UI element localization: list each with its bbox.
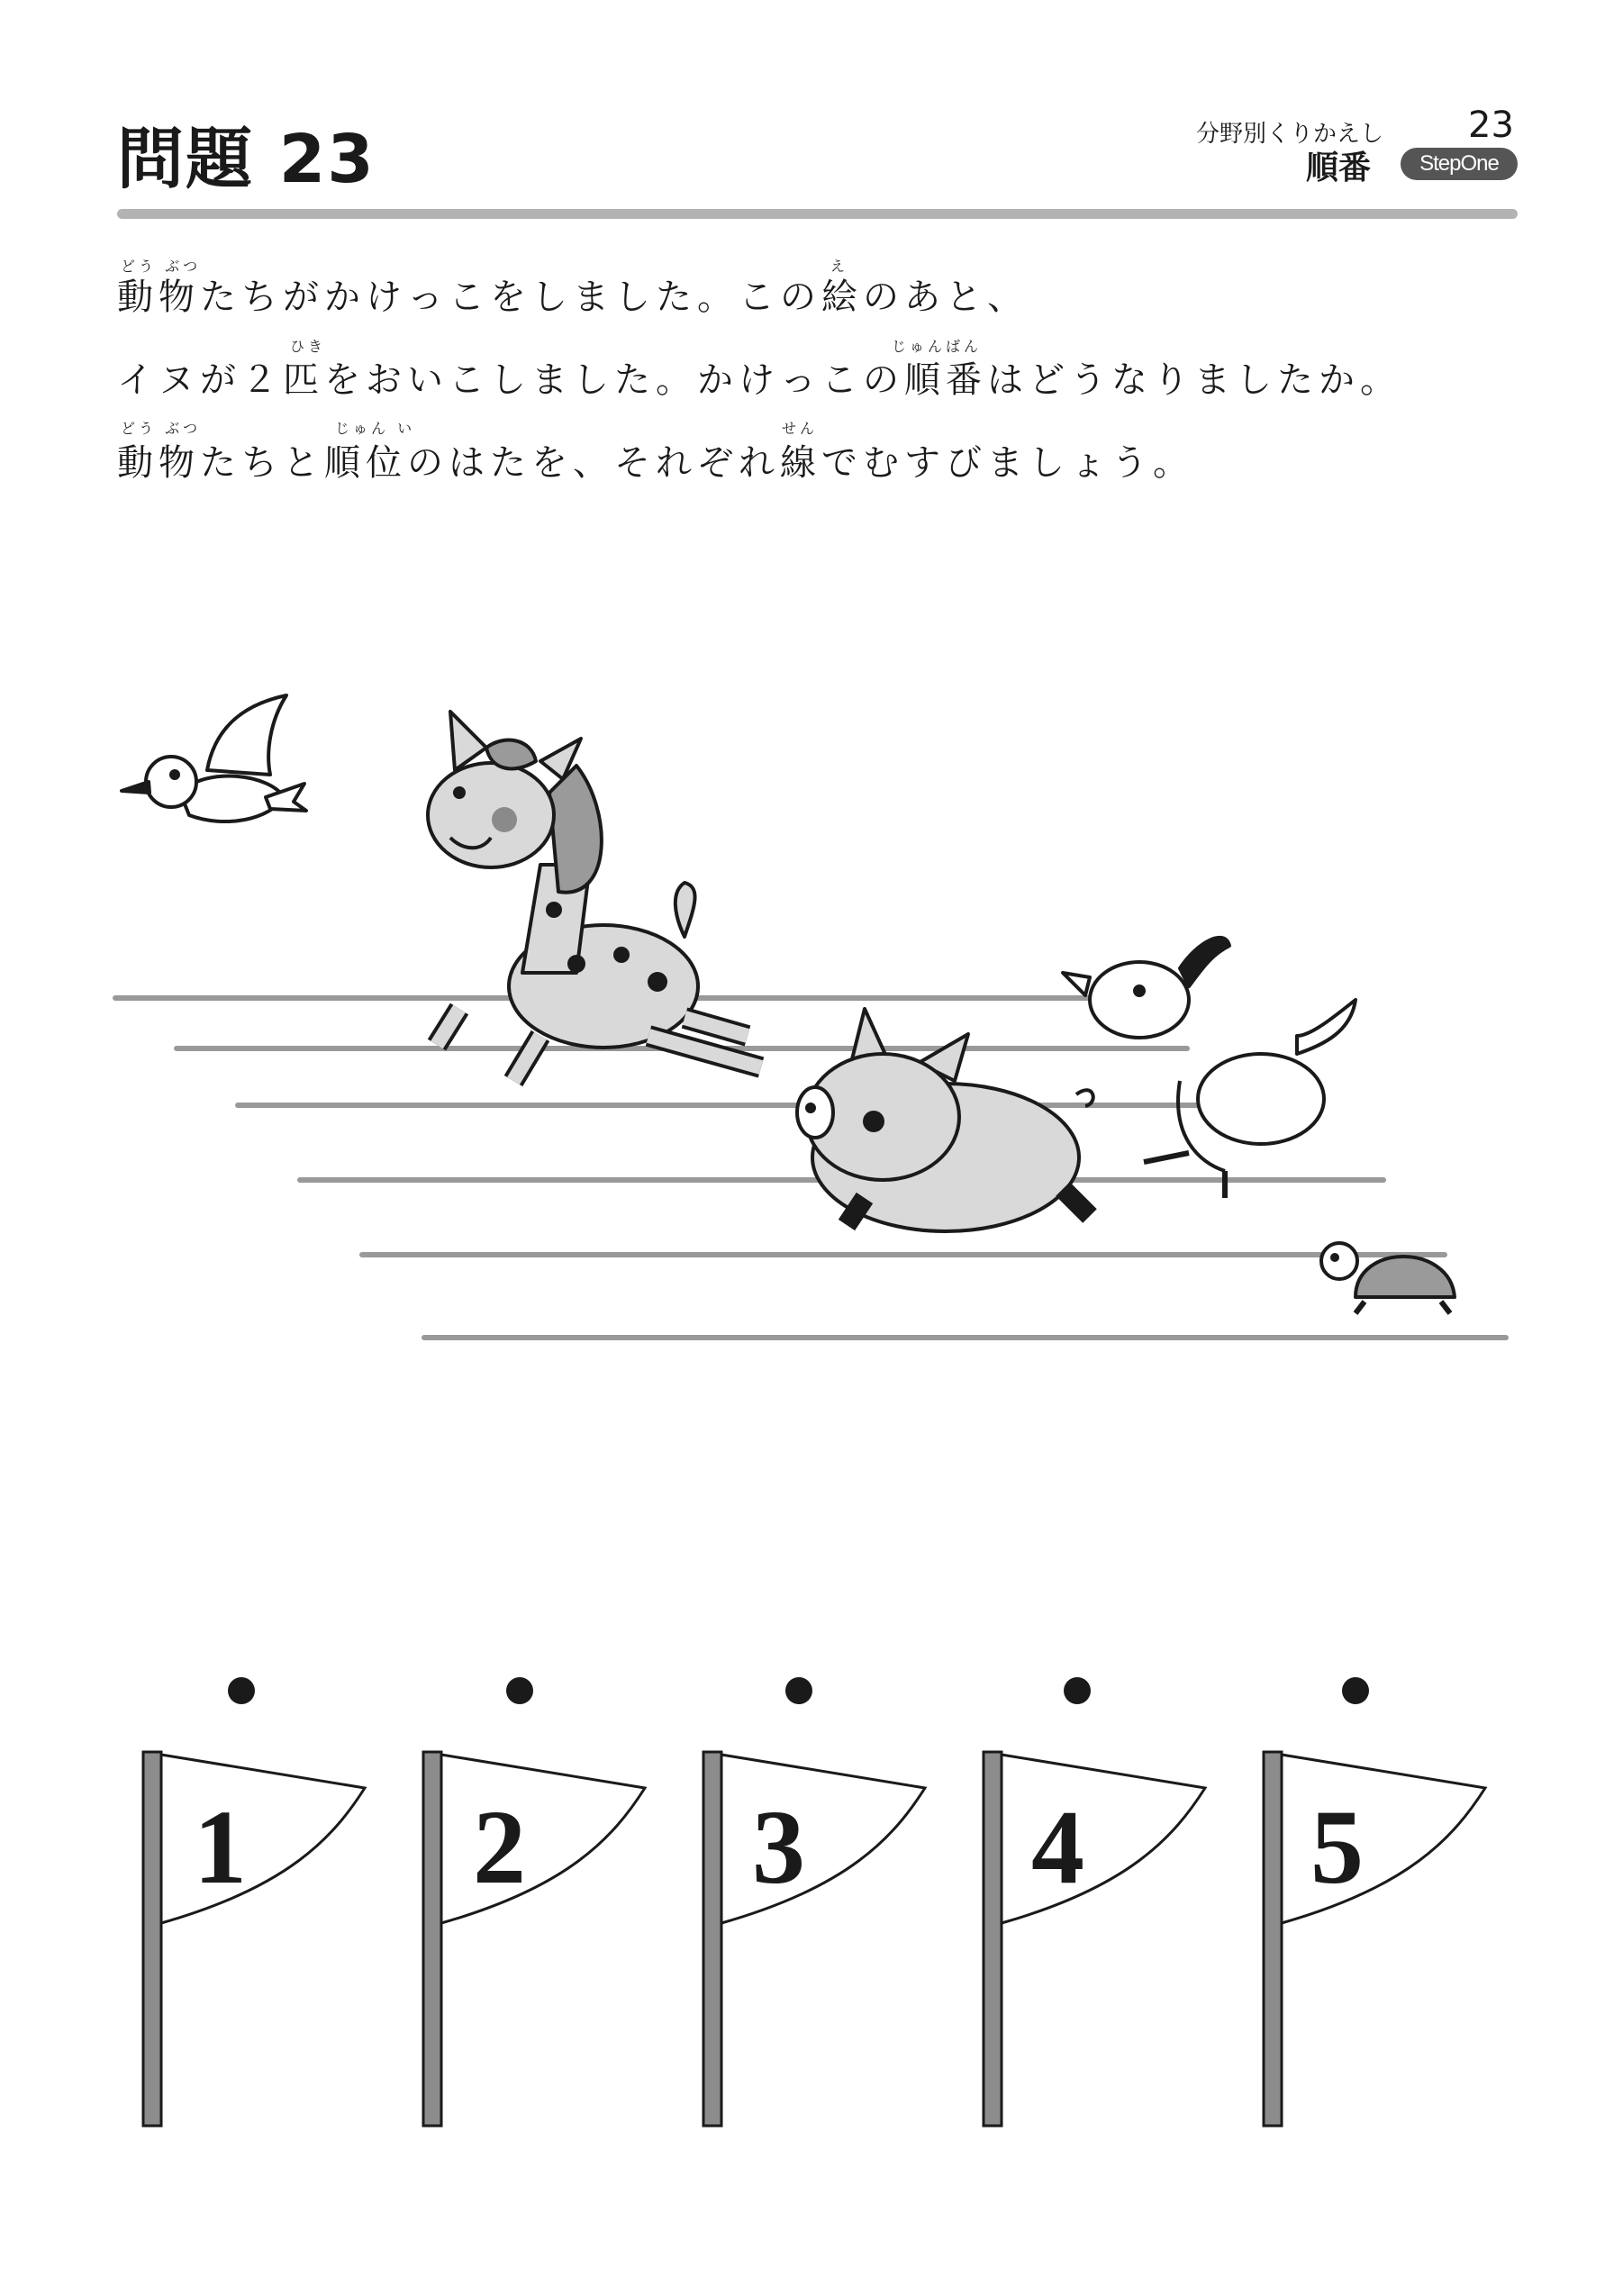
furigana-hiki: ひき xyxy=(290,338,327,355)
flag-number-1: 1 xyxy=(194,1788,247,1906)
furigana-doubutsu: どう ぶつ xyxy=(121,258,202,275)
flag-number-3: 3 xyxy=(752,1788,805,1906)
giraffe-icon xyxy=(428,712,761,1081)
page-number: 23 xyxy=(1468,104,1514,146)
flag-dot-1 xyxy=(228,1677,255,1704)
stepone-badge: StepOne xyxy=(1401,148,1518,180)
flag-4 xyxy=(984,1752,1205,2126)
flag-number-2: 2 xyxy=(473,1788,526,1906)
pig-icon xyxy=(797,1009,1093,1231)
flag-dot-3 xyxy=(785,1677,812,1704)
flag-number-4: 4 xyxy=(1031,1788,1084,1906)
flag-5 xyxy=(1264,1752,1485,2126)
bird-icon xyxy=(122,695,306,821)
instruction-line-1: 動物たちがかけっこをしました。この絵のあと、 xyxy=(117,277,1029,318)
flag-number-5: 5 xyxy=(1310,1788,1364,1906)
topic-label: 順番 xyxy=(1306,150,1372,186)
flag-dot-5 xyxy=(1342,1677,1369,1704)
instruction-line-2: イヌが２匹をおいこしました。かけっこの順番はどうなりましたか。 xyxy=(117,359,1401,401)
series-label: 分野別くりかえし xyxy=(1196,121,1384,148)
instruction-line-3: 動物たちと順位のはたを、それぞれ線でむすびましょう。 xyxy=(117,442,1194,484)
connection-dots xyxy=(228,1677,1369,1704)
furigana-e: え xyxy=(830,258,849,275)
page-title: 問題 23 xyxy=(117,121,376,198)
flag-3 xyxy=(703,1752,925,2126)
furigana-doubutsu-2: どう ぶつ xyxy=(121,420,202,437)
flag-1 xyxy=(143,1752,365,2126)
flag-dot-2 xyxy=(506,1677,533,1704)
flag-2 xyxy=(423,1752,645,2126)
flag-dot-4 xyxy=(1064,1677,1091,1704)
furigana-jun-i: じゅん い xyxy=(335,420,416,437)
dog-icon xyxy=(1063,938,1356,1198)
furigana-sen: せん xyxy=(782,420,819,437)
furigana-junban: じゅんばん xyxy=(892,338,983,355)
